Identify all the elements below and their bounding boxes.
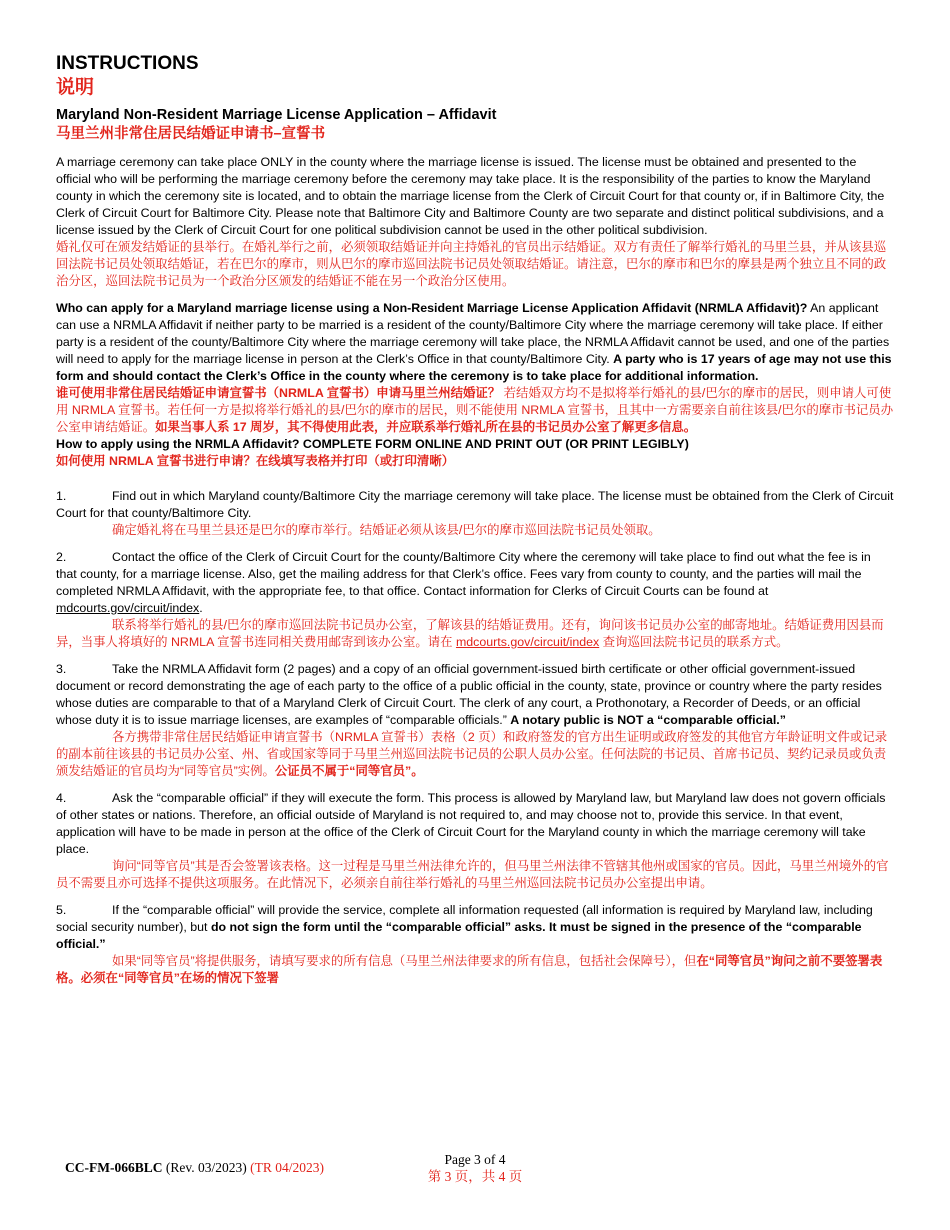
- step-2: [56, 549, 894, 651]
- step-2-zh-end: 查询巡回法院书记员的联系方式。: [599, 635, 789, 649]
- who-answer: An applicant can use a NRMLA Affidavit if neither party to be married is a resident of the county/Baltimore City where the marriage ceremony will take place. If either party is a resident of the county/Baltimore City where the marriage ceremony will take place, the NRMLA Affidavit cannot be used, and one of the parties will need to apply for the marriage license in person at the Clerk’s Office in that county/Baltimore City.: [56, 301, 890, 366]
- circuit-court-link-zh[interactable]: mdcourts.gov/circuit/index: [455, 635, 600, 649]
- form-title: Maryland Non-Resident Marriage License Application – Affidavit: [56, 107, 497, 123]
- step-4-en: Ask the “comparable official” if they will execute the form. This process is allowed by Maryland law, but Maryland law does not govern officials of other states or nations. Therefore, an official outside of Maryland is not required to, and may choose not to, provide this service. In that event, application will have to be made in person at the office of the Clerk of Circuit Court for the Maryland county in which the marriage ceremony will take place.: [56, 791, 886, 856]
- form-code-id: CC-FM-066BLC: [65, 1160, 163, 1175]
- step-3-en: Take the NRMLA Affidavit form (2 pages) and a copy of an official government-issued birth certificate or other official government-issued document or record demonstrating the age of each party to the office of a public official in the county, state, province or country where the party resides whose duties are comparable to that of a Maryland Clerk of Circuit Court. The clerk of any court, a Prothonotary, a Recorder of Deeds, or an official whose duty it is to issue marriage licenses, are examples of “comparable officials.”: [56, 662, 882, 727]
- circuit-court-link[interactable]: mdcourts.gov/circuit/index: [56, 601, 200, 615]
- who-age-note-zh: 如果当事人系 17 周岁，其不得使用此表，并应联系举行婚礼所在县的书记员办公室了解更多信息。: [155, 420, 697, 434]
- step-2-zh: [56, 617, 894, 651]
- step-2-en-end: .: [199, 601, 203, 615]
- step-3-text: [56, 661, 894, 729]
- step-2-text: [56, 549, 894, 617]
- step-number: 3.: [56, 662, 67, 676]
- step-3: [56, 661, 894, 780]
- step-number: 4.: [56, 791, 67, 805]
- form-title-zh: 马里兰州非常住居民结婚证申请书–宣誓书: [56, 126, 326, 142]
- who-section: [56, 300, 894, 436]
- translation-revision: (TR 04/2023): [250, 1160, 324, 1175]
- step-3-zh: [56, 729, 894, 780]
- step-2-zh-text: 联系将举行婚礼的县/巴尔的摩市巡回法院书记员办公室，了解该县的结婚证费用。还有，询问该书记员办公室的邮寄地址。结婚证费用因县而异，当事人将填好的 NRMLA 宣誓书连同相关费用邮寄到该办公室。请在: [56, 618, 884, 649]
- intro-text-zh: 婚礼仅可在颁发结婚证的县举行。在婚礼举行之前，必须领取结婚证并向主持婚礼的官员出示结婚证。双方有责任了解举行婚礼的马里兰县，并从该县巡回法院书记员处领取结婚证，若在巴尔的摩市，则从巴尔的摩市巡回法院书记员处领取结婚证。请注意，巴尔的摩市和巴尔的摩县是两个独立且不同的政治分区，巡回法院书记员为一个政治分区颁发的结婚证不能在另一个政治分区使用。: [56, 240, 887, 288]
- step-number: 1.: [56, 489, 67, 503]
- step-3-notary-note: A notary public is NOT a “comparable official.”: [510, 713, 786, 727]
- how-heading: How to apply using the NRMLA Affidavit? COMPLETE FORM ONLINE AND PRINT OUT (OR PRINT LEGIBLY): [56, 437, 689, 451]
- step-5-en: If the “comparable official” will provide the service, complete all information requested (all information is required by Maryland law, including social security number), but: [56, 903, 873, 934]
- page-title: INSTRUCTIONS: [56, 53, 199, 74]
- who-text-zh: [56, 385, 894, 436]
- step-3-notary-note-zh: 公证员不属于“同等官员”。: [274, 764, 424, 778]
- step-1-zh: 确定婚礼将在马里兰县还是巴尔的摩市举行。结婚证必须从该县/巴尔的摩市巡回法院书记员处领取。: [112, 523, 661, 537]
- step-4-text: [56, 790, 894, 858]
- who-answer-zh: 若结婚双方均不是拟将举行婚礼的县/巴尔的摩市的居民，则申请人可使用 NRMLA 宣誓书。若任何一方是拟将举行婚礼的县/巴尔的摩市的居民，则不能使用 NRMLA 宣誓书，且其中一方需要亲自前往该县/巴尔的摩市书记员办公室申请结婚证。: [56, 386, 894, 434]
- step-2-en: Contact the office of the Clerk of Circuit Court for the county/Baltimore City where the ceremony will take place to find out what the fee is in that county, for a marriage license. Also, get the mailing address for that Clerk’s office. Fees vary from county to county, and the parties will mail the completed NRMLA Affidavit, with the appropriate fee, to that office. Contact information for Clerks of Circuit Courts can be found at: [56, 550, 871, 598]
- how-section: [56, 436, 894, 470]
- step-1-text: [56, 488, 894, 522]
- step-4-zh-text: 询问“同等官员”其是否会签署该表格。这一过程是马里兰州法律允许的，但马里兰州法律不管辖其他州或国家的官员。因此，马里兰州境外的官员不需要且亦可选择不提供这项服务。在此情况下，必须亲自前往举行婚礼的马里兰州巡回法院书记员办公室提出申请。: [56, 859, 889, 890]
- page-number-zh: 第 3 页，共 4 页: [427, 1169, 523, 1184]
- step-5-zh: [56, 953, 894, 987]
- intro-text-en: A marriage ceremony can take place ONLY in the county where the marriage license is issued. The license must be obtained and presented to the official who will be performing the marriage ceremony before the ceremony may take place. It is the responsibility of the parties to know the Maryland county in which the ceremony site is located, and to obtain the marriage license from the Clerk of Circuit Court for that county or, if in Baltimore City, the Clerk of Circuit Court for Baltimore City. Please note that Baltimore City and Baltimore County are two separate and distinct political subdivisions, and a license issued by the Clerk of Circuit Court for one political subdivision cannot be used in the other political subdivision.: [56, 155, 885, 237]
- form-revision: (Rev. 03/2023): [162, 1160, 251, 1175]
- step-5-text: [56, 902, 894, 953]
- document-page: [56, 52, 894, 987]
- step-1-en: Find out in which Maryland county/Baltimore City the marriage ceremony will take place. The license must be obtained from the Clerk of Circuit Court for that county/Baltimore City.: [56, 489, 894, 520]
- how-heading-zh: 如何使用 NRMLA 宣誓书进行申请？在线填写表格并打印（或打印清晰）: [56, 454, 455, 468]
- step-5-zh-text: 如果“同等官员”将提供服务，请填写要求的所有信息（马里兰州法律要求的所有信息，包括社会保障号），但: [112, 954, 697, 968]
- step-5-sign-note-zh: 在“同等官员”询问之前不要签署表格。必须在“同等官员”在场的情况下签署: [56, 954, 883, 985]
- page-number: [0, 1151, 950, 1185]
- step-1: [56, 488, 894, 539]
- step-number: 5.: [56, 903, 67, 917]
- who-text-en: [56, 300, 894, 385]
- step-number: 2.: [56, 550, 67, 564]
- who-question-zh: 谁可使用非常住居民结婚证申请宣誓书（NRMLA 宣誓书）申请马里兰州结婚证？: [56, 386, 501, 400]
- step-4-zh: [56, 858, 894, 892]
- intro-section: [56, 154, 894, 290]
- step-4: [56, 790, 894, 892]
- step-5: [56, 902, 894, 987]
- who-age-note: A party who is 17 years of age may not use this form and should contact the Clerk’s Office in the county where the ceremony is to take place for additional information.: [56, 352, 892, 383]
- step-3-zh-text: 各方携带非常住居民结婚证申请宣誓书（NRMLA 宣誓书）表格（2 页）和政府签发的官方出生证明或政府签发的其他官方年龄证明文件或记录的副本前往该县的书记员办公室、州、省或国家等同于马里兰州巡回法院书记员的公职人员办公室。任何法院的书记员、首席书记员、契约记录员或负责颁发结婚证的官员均为“同等官员”实例。: [56, 730, 888, 778]
- page-number-en: Page 3 of 4: [444, 1152, 506, 1167]
- page-title-zh: 说明: [56, 77, 95, 98]
- step-5-sign-note: do not sign the form until the “comparable official” asks. It must be signed in the presence of the “comparable official.”: [56, 920, 862, 951]
- who-question: Who can apply for a Maryland marriage license using a Non-Resident Marriage License Application Affidavit (NRMLA Affidavit)?: [56, 301, 808, 315]
